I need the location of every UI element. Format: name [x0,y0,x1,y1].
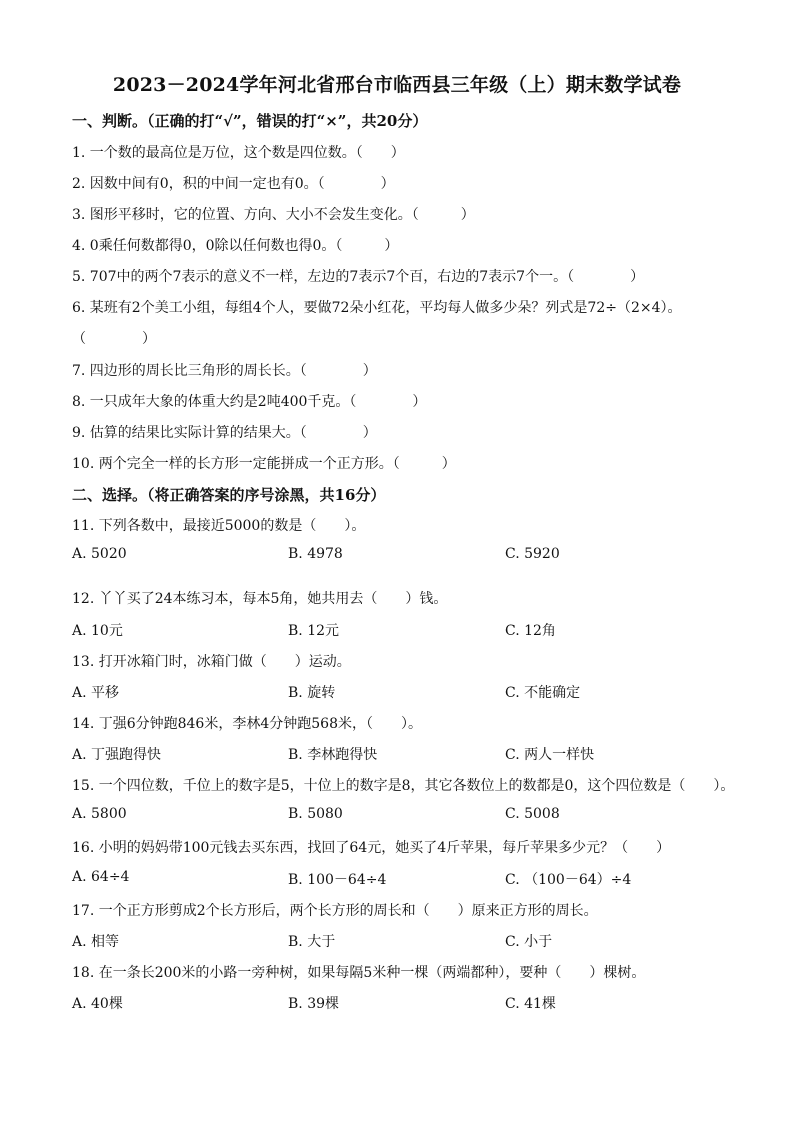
judgement-question-6: 6. 某班有2个美工小组，每组4个人，要做72朵小红花，平均每人做多少朵？列式是72÷（2×4）。 [72,300,682,316]
judgement-question-1: 1. 一个数的最高位是万位，这个数是四位数。（ ） [72,145,405,161]
option-15-a: A. 5800 [72,806,127,822]
section-1-heading: 一、判断。（正确的打“√”，错误的打“×”，共20分） [72,112,428,130]
option-18-b: B. 39棵 [288,996,340,1012]
section-2-heading: 二、选择。（将正确答案的序号涂黑，共16分） [72,486,386,504]
choice-question-13: 13. 打开冰箱门时，冰箱门做（ ）运动。 [72,654,351,670]
judgement-question-7: 7. 四边形的周长比三角形的周长长。（ ） [72,363,377,379]
option-16-c: C. （100－64）÷4 [505,872,632,888]
option-15-c: C. 5008 [505,806,560,822]
choice-question-14: 14. 丁强6分钟跑846米，李林4分钟跑568米，（ ）。 [72,716,422,732]
judgement-question-8: 8. 一只成年大象的体重大约是2吨400千克。（ ） [72,394,427,410]
option-13-a: A. 平移 [72,685,120,701]
judgement-question-3: 3. 图形平移时，它的位置、方向、大小不会发生变化。（ ） [72,207,475,223]
judgement-question-10: 10. 两个完全一样的长方形一定能拼成一个正方形。（ ） [72,456,456,472]
option-18-c: C. 41棵 [505,996,556,1012]
option-12-a: A. 10元 [72,623,123,639]
choice-question-16: 16. 小明的妈妈带100元钱去买东西，找回了64元，她买了4斤苹果，每斤苹果多少元？（ ） [72,840,671,856]
judgement-question-6-answer: （ ） [72,331,156,347]
judgement-question-9: 9. 估算的结果比实际计算的结果大。（ ） [72,425,377,441]
option-18-a: A. 40棵 [72,996,123,1012]
choice-question-11: 11. 下列各数中，最接近5000的数是（ ）。 [72,518,366,534]
option-15-b: B. 5080 [288,806,343,822]
choice-question-17: 17. 一个正方形剪成2个长方形后，两个长方形的周长和（ ）原来正方形的周长。 [72,903,598,919]
option-17-c: C. 小于 [505,934,553,950]
option-11-b: B. 4978 [288,546,343,562]
choice-question-15: 15. 一个四位数，千位上的数字是5，十位上的数字是8，其它各数位上的数都是0，这个四位数是（ ）。 [72,778,735,794]
option-14-b: B. 李林跑得快 [288,747,378,763]
judgement-question-2: 2. 因数中间有0，积的中间一定也有0。（ ） [72,176,395,192]
option-12-c: C. 12角 [505,623,556,639]
option-11-a: A. 5020 [72,546,127,562]
option-14-c: C. 两人一样快 [505,747,595,763]
judgement-question-5: 5. 707中的两个7表示的意义不一样，左边的7表示7个百，右边的7表示7个一。（ ） [72,269,645,285]
option-13-c: C. 不能确定 [505,685,581,701]
option-12-b: B. 12元 [288,623,340,639]
judgement-question-4: 4. 0乘任何数都得0，0除以任何数也得0。（ ） [72,238,399,254]
option-13-b: B. 旋转 [288,685,336,701]
choice-question-18: 18. 在一条长200米的小路一旁种树，如果每隔5米种一棵（两端都种），要种（ ）棵树。 [72,965,646,981]
option-17-a: A. 相等 [72,934,120,950]
option-11-c: C. 5920 [505,546,560,562]
choice-question-12: 12. 丫丫买了24本练习本，每本5角，她共用去（ ）钱。 [72,591,448,607]
exam-title: 2023－2024学年河北省邢台市临西县三年级（上）期末数学试卷 [112,74,682,96]
option-16-a: A. 64÷4 [72,869,130,885]
option-17-b: B. 大于 [288,934,336,950]
option-16-b: B. 100－64÷4 [288,872,387,888]
option-14-a: A. 丁强跑得快 [72,747,162,763]
